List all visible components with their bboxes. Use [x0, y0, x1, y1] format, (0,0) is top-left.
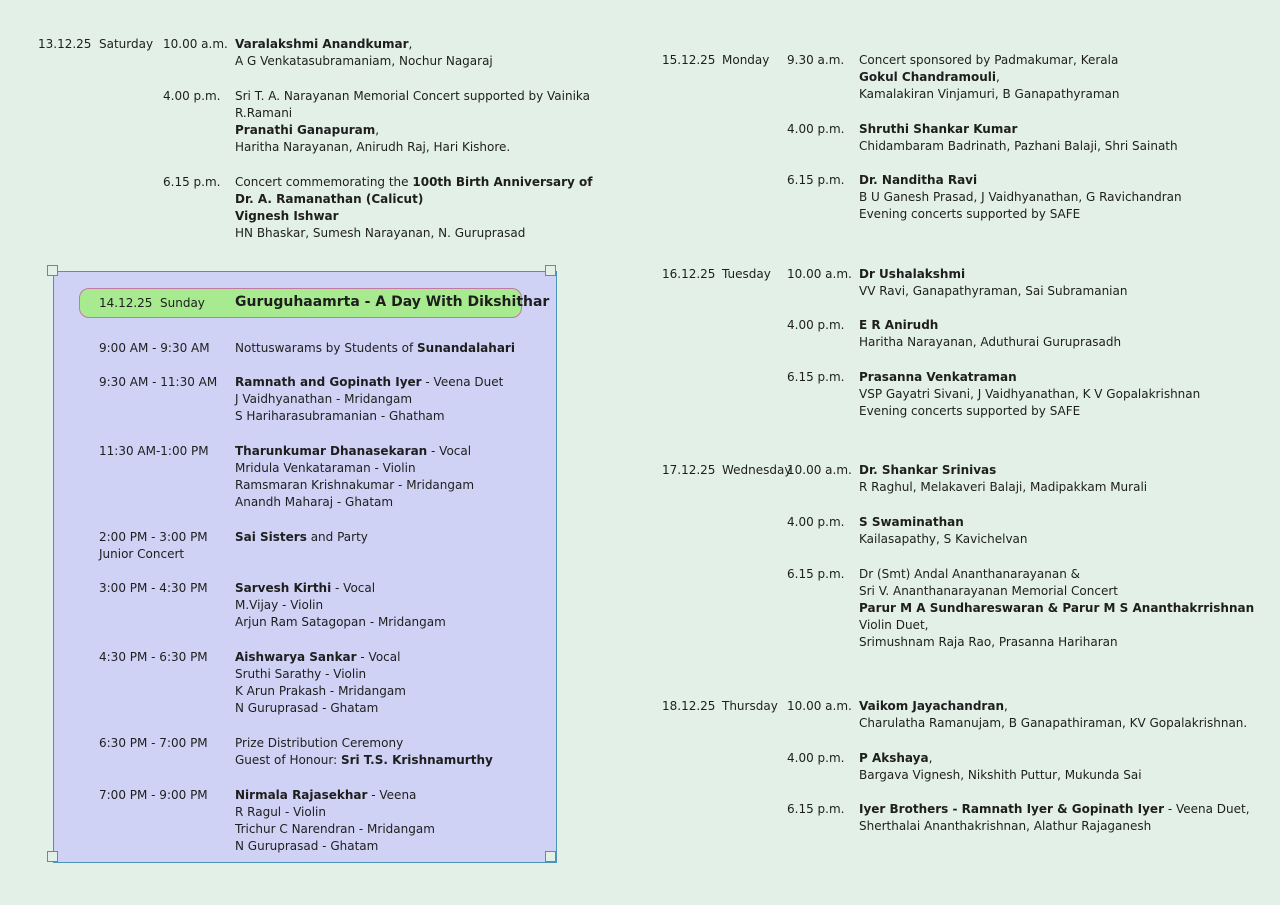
schedule-line: Violin Duet,	[859, 618, 929, 632]
schedule-line: S Hariharasubramanian - Ghatham	[235, 409, 445, 423]
schedule-line: Tuesday	[722, 267, 771, 281]
line-segment: - Veena Duet,	[1164, 802, 1250, 816]
schedule-line: R Raghul, Melakaveri Balaji, Madipakkam Murali	[859, 480, 1148, 494]
schedule-line: M.Vijay - Violin	[235, 598, 324, 612]
line-segment: 100th Birth Anniversary of	[412, 175, 593, 189]
line-segment: and Party	[306, 530, 368, 544]
line-segment: Iyer Brothers - Ramnath Iyer & Gopinath Iyer	[859, 802, 1164, 816]
schedule-line: 10.00 a.m.	[787, 463, 852, 477]
schedule-line: 15.12.25	[662, 53, 716, 67]
panel-corner	[47, 265, 58, 276]
schedule-line: 6.15 p.m.	[163, 175, 221, 189]
schedule-line: 7:00 PM - 9:00 PM	[99, 788, 208, 802]
schedule-line: 10.00 a.m.	[787, 267, 852, 281]
schedule-line: 10.00 a.m.	[787, 699, 852, 713]
line-segment: P Akshaya	[859, 751, 929, 765]
schedule-line: R Ragul - Violin	[235, 805, 326, 819]
line-segment: - Vocal	[356, 650, 401, 664]
line-segment: Varalakshmi Anandkumar	[235, 37, 409, 51]
schedule-line: S Swaminathan	[859, 515, 964, 529]
schedule-line: Dr Ushalakshmi	[859, 267, 966, 281]
line-segment: - Vocal	[331, 581, 376, 595]
line-segment: Pranathi Ganapuram	[235, 123, 376, 137]
line-segment: - Vocal	[427, 444, 472, 458]
schedule-line: Evening concerts supported by SAFE	[859, 207, 1081, 221]
schedule-line: Dr (Smt) Andal Ananthanarayanan &	[859, 567, 1080, 581]
schedule-line	[859, 750, 932, 767]
schedule-line: Arjun Ram Satagopan - Mridangam	[235, 615, 446, 629]
line-segment: - Veena	[367, 788, 417, 802]
schedule-line: Kailasapathy, S Kavichelvan	[859, 532, 1028, 546]
schedule-line: 2:00 PM - 3:00 PM	[99, 530, 208, 544]
line-segment: Gokul Chandramouli	[859, 70, 997, 84]
schedule-line	[235, 752, 493, 769]
schedule-line: 4.00 p.m.	[787, 122, 845, 136]
line-segment: Vaikom Jayachandran	[859, 699, 1004, 713]
schedule-line	[235, 374, 503, 391]
schedule-line: 17.12.25	[662, 463, 716, 477]
schedule-line: Kamalakiran Vinjamuri, B Ganapathyraman	[859, 87, 1120, 101]
schedule-line: Parur M A Sundhareswaran & Parur M S Ananthakrrishnan	[859, 601, 1255, 615]
schedule-line: 9:30 AM - 11:30 AM	[99, 375, 218, 389]
schedule-line: N Guruprasad - Ghatam	[235, 701, 379, 715]
schedule-line: A G Venkatasubramaniam, Nochur Nagaraj	[235, 54, 493, 68]
dikshithar-day-panel	[53, 271, 557, 863]
line-segment: Concert commemorating the	[235, 175, 413, 189]
schedule-line: Junior Concert	[99, 547, 185, 561]
schedule-line	[235, 580, 375, 597]
line-segment: Tharunkumar Dhanasekaran	[235, 444, 428, 458]
schedule-line: HN Bhaskar, Sumesh Narayanan, N. Guruprasad	[235, 226, 526, 240]
line-segment: ,	[375, 123, 380, 137]
line-segment: Nottuswarams by Students of	[235, 341, 418, 355]
schedule-line: Thursday	[722, 699, 778, 713]
schedule-line: 4.00 p.m.	[787, 515, 845, 529]
schedule-line: N Guruprasad - Ghatam	[235, 839, 379, 853]
schedule-line: Dr. Nanditha Ravi	[859, 173, 978, 187]
line-segment: Sunandalahari	[417, 341, 515, 355]
schedule-line: 4.00 p.m.	[787, 751, 845, 765]
schedule-line: VV Ravi, Ganapathyraman, Sai Subramanian	[859, 284, 1128, 298]
schedule-line	[235, 36, 412, 53]
schedule-line: Concert sponsored by Padmakumar, Kerala	[859, 53, 1119, 67]
schedule-line: Srimushnam Raja Rao, Prasanna Hariharan	[859, 635, 1118, 649]
schedule-line: Vignesh Ishwar	[235, 209, 339, 223]
schedule-line: 18.12.25	[662, 699, 716, 713]
schedule-line	[235, 174, 593, 191]
schedule-line: 10.00 a.m.	[163, 37, 228, 51]
schedule-line: Sri T. A. Narayanan Memorial Concert supported by Vainika	[235, 89, 591, 103]
schedule-line: 4:30 PM - 6:30 PM	[99, 650, 208, 664]
schedule-line: J Vaidhyanathan - Mridangam	[235, 392, 413, 406]
schedule-line: Shruthi Shankar Kumar	[859, 122, 1018, 136]
schedule-line	[859, 698, 1008, 715]
schedule-line: Sri V. Ananthanarayanan Memorial Concert	[859, 584, 1118, 598]
line-segment: Sai Sisters	[235, 530, 307, 544]
line-segment: ,	[408, 37, 413, 51]
schedule-line: VSP Gayatri Sivani, J Vaidhyanathan, K V Gopalakrishnan	[859, 387, 1201, 401]
schedule-line: Dr. Shankar Srinivas	[859, 463, 997, 477]
schedule-line: 4.00 p.m.	[163, 89, 221, 103]
schedule-line: B U Ganesh Prasad, J Vaidhyanathan, G Ravichandran	[859, 190, 1182, 204]
schedule-line	[235, 649, 400, 666]
schedule-line: 6:30 PM - 7:00 PM	[99, 736, 208, 750]
schedule-line: Wednesday	[722, 463, 792, 477]
schedule-line: 4.00 p.m.	[787, 318, 845, 332]
schedule-line: 16.12.25	[662, 267, 716, 281]
schedule-line: Bargava Vignesh, Nikshith Puttur, Mukunda Sai	[859, 768, 1142, 782]
schedule-line: 6.15 p.m.	[787, 370, 845, 384]
schedule-line: Evening concerts supported by SAFE	[859, 404, 1081, 418]
line-segment: Nirmala Rajasekhar	[235, 788, 368, 802]
line-segment: Sri T.S. Krishnamurthy	[340, 753, 493, 767]
panel-corner	[545, 851, 556, 862]
schedule-line	[235, 340, 515, 357]
schedule-line: 9.30 a.m.	[787, 53, 845, 67]
schedule-line: Haritha Narayanan, Anirudh Raj, Hari Kishore.	[235, 140, 511, 154]
schedule-line: 14.12.25	[99, 296, 153, 310]
line-segment: ,	[928, 751, 933, 765]
panel-corner	[545, 265, 556, 276]
schedule-line: Mridula Venkataraman - Violin	[235, 461, 416, 475]
schedule-line: Anandh Maharaj - Ghatam	[235, 495, 394, 509]
line-segment: Aishwarya Sankar	[235, 650, 357, 664]
schedule-line: Prize Distribution Ceremony	[235, 736, 404, 750]
schedule-line: 13.12.25	[38, 37, 92, 51]
schedule-line: Guruguhaamrta - A Day With Dikshithar	[235, 294, 550, 310]
line-segment: - Veena Duet	[421, 375, 504, 389]
schedule-line: 3:00 PM - 4:30 PM	[99, 581, 208, 595]
schedule-line: E R Anirudh	[859, 318, 939, 332]
schedule-line: 9:00 AM - 9:30 AM	[99, 341, 210, 355]
schedule-line: Sruthi Sarathy - Violin	[235, 667, 367, 681]
schedule-line: Trichur C Narendran - Mridangam	[235, 822, 435, 836]
schedule-line: 6.15 p.m.	[787, 173, 845, 187]
line-segment: Sarvesh Kirthi	[235, 581, 332, 595]
schedule-line	[859, 69, 1000, 86]
schedule-line	[235, 529, 368, 546]
line-segment: ,	[996, 70, 1000, 84]
schedule-line: Monday	[722, 53, 770, 67]
schedule-line: 6.15 p.m.	[787, 802, 845, 816]
schedule-line: Sherthalai Ananthakrishnan, Alathur Rajaganesh	[859, 819, 1152, 833]
schedule-line: 11:30 AM-1:00 PM	[99, 444, 209, 458]
schedule-line: Ramsmaran Krishnakumar - Mridangam	[235, 478, 475, 492]
schedule-line: Charulatha Ramanujam, B Ganapathiraman, KV Gopalakrishnan.	[859, 716, 1248, 730]
schedule-line	[235, 122, 379, 139]
schedule-line	[235, 443, 471, 460]
schedule-line: R.Ramani	[235, 106, 293, 120]
schedule-line: Prasanna Venkatraman	[859, 370, 1017, 384]
line-segment: Guest of Honour:	[235, 753, 341, 767]
schedule-line: Saturday	[99, 37, 154, 51]
schedule-line	[235, 787, 416, 804]
schedule-line: K Arun Prakash - Mridangam	[235, 684, 406, 698]
schedule-line: Dr. A. Ramanathan (Calicut)	[235, 192, 424, 206]
panel-corner	[47, 851, 58, 862]
schedule-line: 6.15 p.m.	[787, 567, 845, 581]
schedule-line: Chidambaram Badrinath, Pazhani Balaji, Shri Sainath	[859, 139, 1178, 153]
line-segment: Ramnath and Gopinath Iyer	[235, 375, 422, 389]
schedule-line	[859, 801, 1250, 818]
line-segment: ,	[1003, 699, 1008, 713]
schedule-line: Haritha Narayanan, Aduthurai Guruprasadh	[859, 335, 1122, 349]
schedule-line: Sunday	[160, 296, 205, 310]
